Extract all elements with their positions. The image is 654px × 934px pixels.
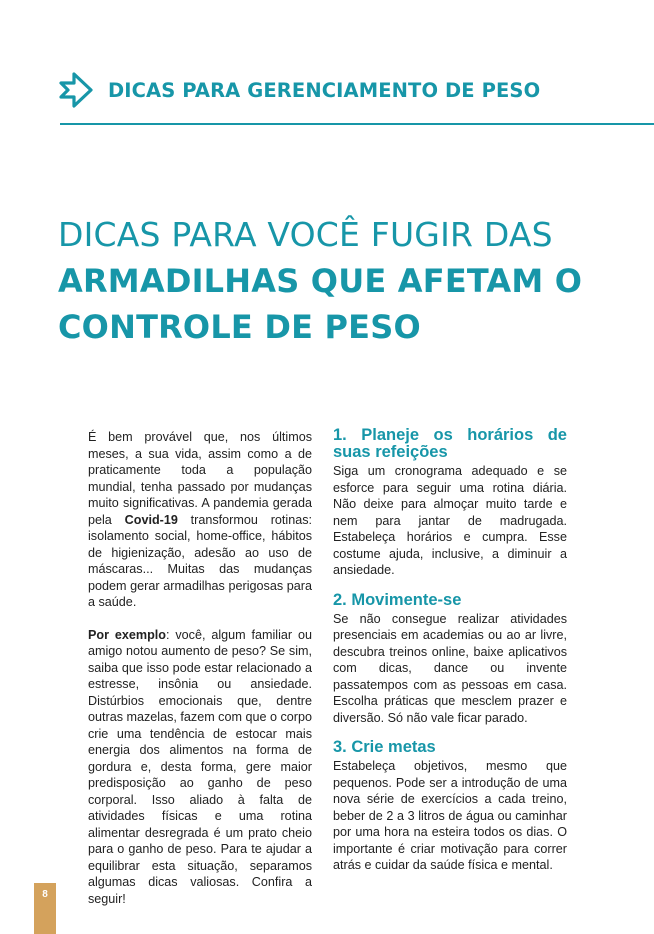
tip-item [333, 592, 567, 727]
intro-paragraph-1 [88, 429, 312, 611]
page-headline [58, 212, 638, 350]
header-divider [60, 123, 654, 125]
intro-text: É bem provável que, nos últimos meses, a sua vida, assim como a de praticamente toda a população mundial, tenha passado por mudanças muito significativas. A pandemia gerada pela [88, 430, 312, 527]
header-title: DICAS PARA GERENCIAMENTO DE PESO [108, 78, 541, 102]
page-number-tab [34, 883, 56, 934]
intro-paragraph-2 [88, 627, 312, 908]
example-emphasis: Por exemplo [88, 627, 166, 642]
page-number: 8 [42, 889, 48, 900]
tip-title [333, 427, 567, 461]
section-header [58, 69, 540, 111]
tip-body: Siga um cronograma adequado e se esforce para seguir uma rotina diária. Não deixe para almoçar muito tarde e nem para jantar de madrugada. Estabeleça horários e cumpra. Esse costume ajuda, inclusive, a diminuir a ansiedade. [333, 464, 567, 577]
intro-text: transformou rotinas: isolamento social, home-office, hábitos de higienização, adesão ao uso de máscaras... Muitas das mudanças podem gerar armadilhas perigosas para a saúde. [88, 512, 313, 609]
tips-column [333, 427, 567, 874]
arrow-right-outline-icon [58, 71, 94, 109]
tip-title: 3. Crie metas [333, 738, 436, 756]
headline-line-3: CONTROLE DE PESO [58, 308, 421, 346]
tip-body: Estabeleça objetivos, mesmo que pequenos. Pode ser a introdução de uma nova série de exercícios a cada treino, beber de 2 a 3 litros de água ou caminhar por uma hora na esteira todos os dias. O importante é criar motivação para correr atrás e cuidar da saúde física e mental. [333, 759, 567, 872]
intro-column [88, 429, 312, 907]
tip-body: Se não consegue realizar atividades presenciais em academias ou ao ar livre, descubra treinos online, baixe aplicativos com dicas, dance ou invente passatempos com as pessoas em casa. Escolha práticas que mesclem prazer e diversão. Só não vale ficar parado. [333, 611, 567, 725]
tip-title-line-2: suas refeições [333, 443, 448, 461]
headline-line-1: DICAS PARA VOCÊ FUGIR DAS [58, 215, 553, 254]
tip-title-line-1: 1. Planeje os horários de [333, 426, 567, 444]
tip-item [333, 427, 567, 579]
headline-line-2: ARMADILHAS QUE AFETAM O [58, 262, 583, 300]
tip-item [333, 739, 567, 874]
intro-text: : você, algum familiar ou amigo notou aumento de peso? Se sim, saiba que isso pode estar relacionado a estresse, insônia ou ansiedade. Distúrbios emocionais que, dentre outras mazelas, fazem com que o corpo crie uma tendência de estocar mais energia dos alimentos na forma de gordura e, desta forma, gere maior predisposição ao ganho de peso corporal. Isso aliado à falta de atividades físicas e uma rotina alimentar desregrada é um prato cheio para o ganho de peso. Para te ajudar a equilibrar esta situação, separamos algumas dicas valiosas. Confira a seguir! [88, 627, 312, 906]
covid-emphasis: Covid-19 [124, 512, 178, 527]
tip-title: 2. Movimente-se [333, 590, 462, 609]
